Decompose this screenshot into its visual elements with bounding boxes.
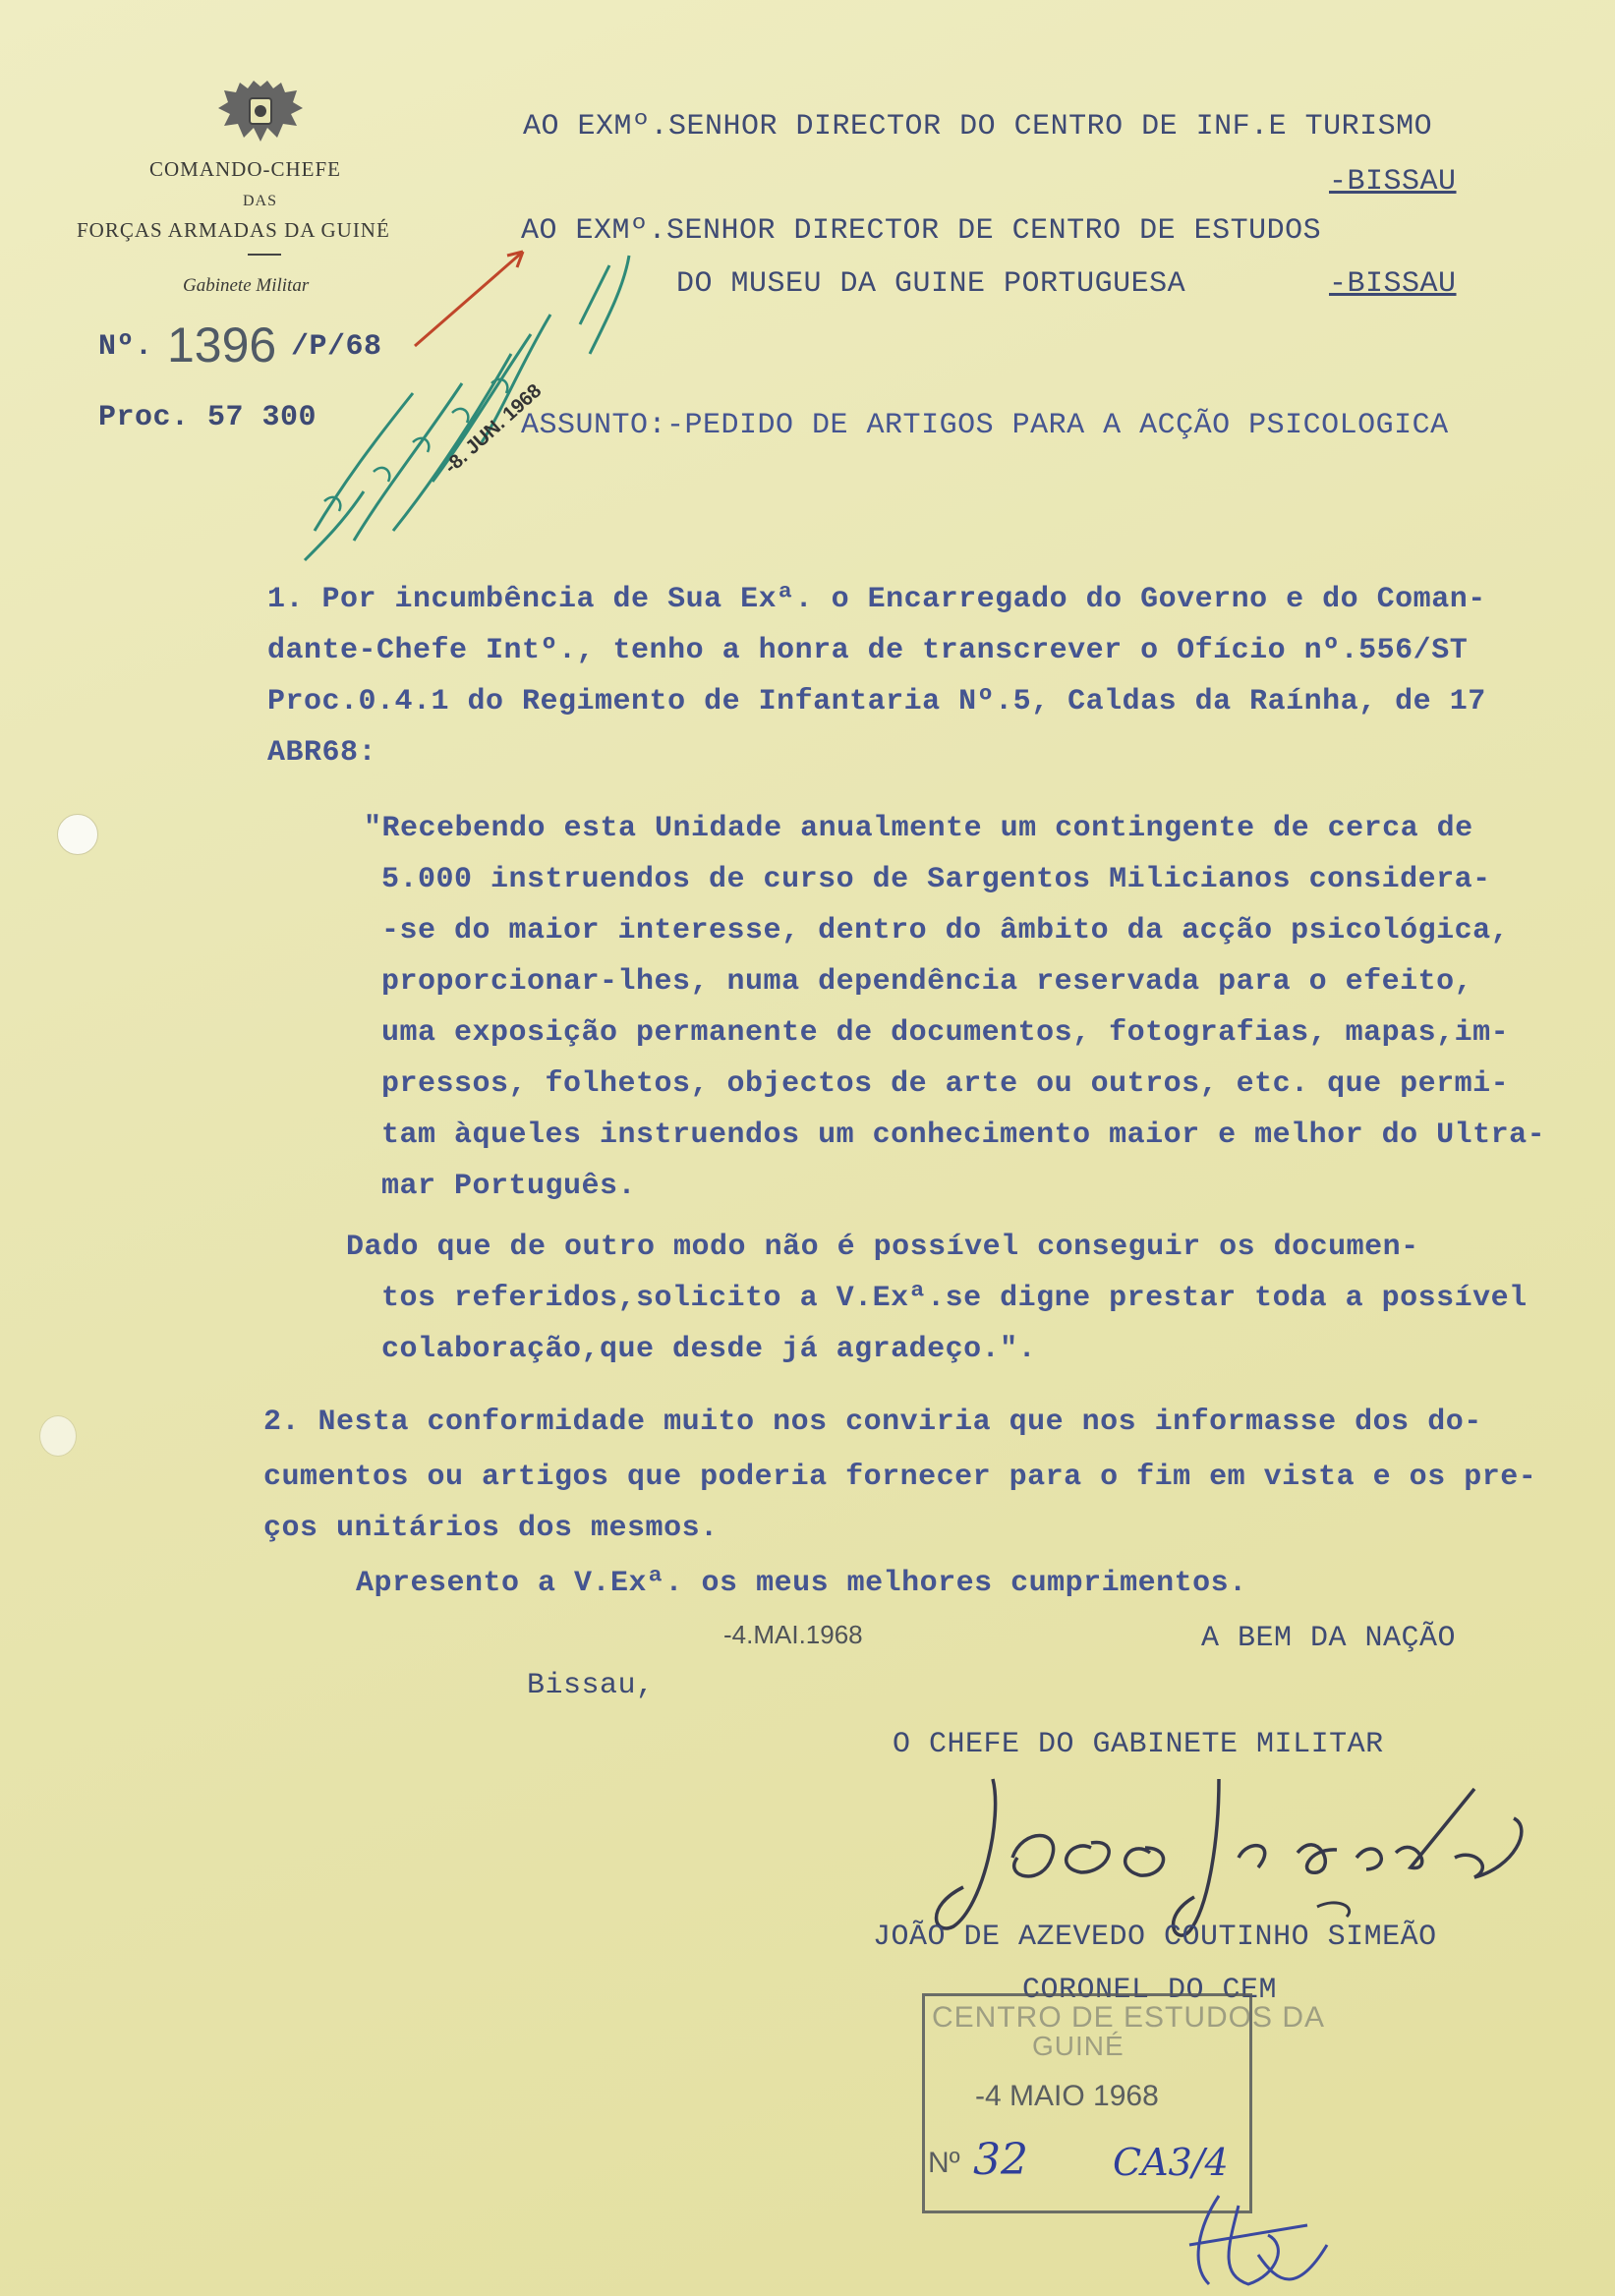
quote-line1: "Recebendo esta Unidade anualmente um contingente de cerca de [364, 812, 1473, 845]
quote-line8: mar Português. [381, 1170, 637, 1203]
quote-line11: colaboração,que desde já agradeço.". [381, 1333, 1037, 1366]
punch-hole [57, 814, 98, 855]
date-stamp: -4.MAI.1968 [723, 1620, 863, 1649]
received-stamp-institution: CENTRO DE ESTUDOS DA [932, 2001, 1326, 2034]
handwritten-signature [924, 1759, 1553, 1946]
process-number: Proc. 57 300 [98, 401, 317, 434]
quote-line9: Dado que de outro modo não é possível conseguir os documen- [346, 1231, 1419, 1264]
para2-line1: 2. Nesta conformidade muito nos conviria que nos informasse dos do- [263, 1406, 1482, 1439]
addressee-1-place: -BISSAU [1329, 165, 1457, 199]
marginal-date-stamp: -8. JUN. 1968 [440, 379, 547, 479]
signature-title: O CHEFE DO GABINETE MILITAR [893, 1728, 1384, 1761]
signatory-rank: CORONEL DO CEM [1022, 1974, 1278, 2007]
addressee-2: AO EXMº.SENHOR DIRECTOR DE CENTRO DE ESTUDOS [521, 214, 1322, 248]
letterhead-divider [248, 254, 281, 256]
place: Bissau, [527, 1669, 655, 1702]
signatory-name: JOÃO DE AZEVEDO COUTINHO SIMEÃO [873, 1921, 1437, 1954]
coat-of-arms-icon [216, 79, 305, 147]
para1-line4: ABR68: [267, 736, 377, 770]
motto: A BEM DA NAÇÃO [1201, 1622, 1457, 1655]
received-stamp-date: -4 MAIO 1968 [975, 2080, 1159, 2112]
para1-line3: Proc.0.4.1 do Regimento de Infantaria Nº.5, Caldas da Raínha, de 17 [267, 685, 1486, 718]
para2-line2: cumentos ou artigos que poderia fornecer para o fim em vista e os pre- [263, 1461, 1537, 1494]
addressee-1: AO EXMº.SENHOR DIRECTOR DO CENTRO DE INF.E TURISMO [523, 110, 1433, 144]
reference-number-suffix: /P/68 [291, 330, 382, 364]
closing-line: Apresento a V.Exª. os meus melhores cumprimentos. [356, 1567, 1247, 1600]
para2-line3: ços unitários dos mesmos. [263, 1512, 719, 1545]
received-stamp-place: GUINÉ [1032, 2031, 1125, 2061]
received-stamp-number: 32 [973, 2135, 1028, 2185]
reference-number: 1396 [167, 317, 277, 373]
received-stamp-no-label: Nº [928, 2147, 960, 2179]
quote-line6: pressos, folhetos, objectos de arte ou outros, etc. que permi- [381, 1067, 1510, 1101]
punch-hole [39, 1415, 77, 1457]
para1-line2: dante-Chefe Intº., tenho a honra de transcrever o Ofício nº.556/ST [267, 634, 1469, 667]
para1-line1: 1. Por incumbência de Sua Exª. o Encarregado do Governo e do Coman- [267, 583, 1486, 616]
letterhead-office: Gabinete Militar [183, 275, 310, 296]
received-stamp-code: CA3/4 [1113, 2141, 1229, 2184]
letterhead-command: COMANDO-CHEFE [149, 157, 342, 181]
quote-line4: proporcionar-lhes, numa dependência reservada para o efeito, [381, 965, 1473, 999]
quote-line7: tam àqueles instruendos um conhecimento maior e melhor do Ultra- [381, 1119, 1546, 1152]
letterhead-forces: FORÇAS ARMADAS DA GUINÉ [77, 218, 390, 242]
quote-line3: -se do maior interesse, dentro do âmbito da acção psicológica, [381, 914, 1510, 947]
quote-line5: uma exposição permanente de documentos, fotografias, mapas,im- [381, 1016, 1510, 1050]
reference-number-prefix: Nº. [98, 330, 153, 364]
letterhead-das: DAS [243, 193, 278, 209]
quote-line10: tos referidos,solicito a V.Exª.se digne prestar toda a possível [381, 1282, 1528, 1315]
addressee-2-place: -BISSAU [1329, 267, 1457, 301]
subject-line: ASSUNTO:-PEDIDO DE ARTIGOS PARA A ACÇÃO PSICOLOGICA [521, 409, 1449, 442]
initials-scribble [1160, 2186, 1376, 2296]
addressee-2-line2: DO MUSEU DA GUINE PORTUGUESA [676, 267, 1186, 301]
quote-line2: 5.000 instruendos de curso de Sargentos Milicianos considera- [381, 863, 1491, 896]
red-arrow-icon [413, 244, 531, 352]
